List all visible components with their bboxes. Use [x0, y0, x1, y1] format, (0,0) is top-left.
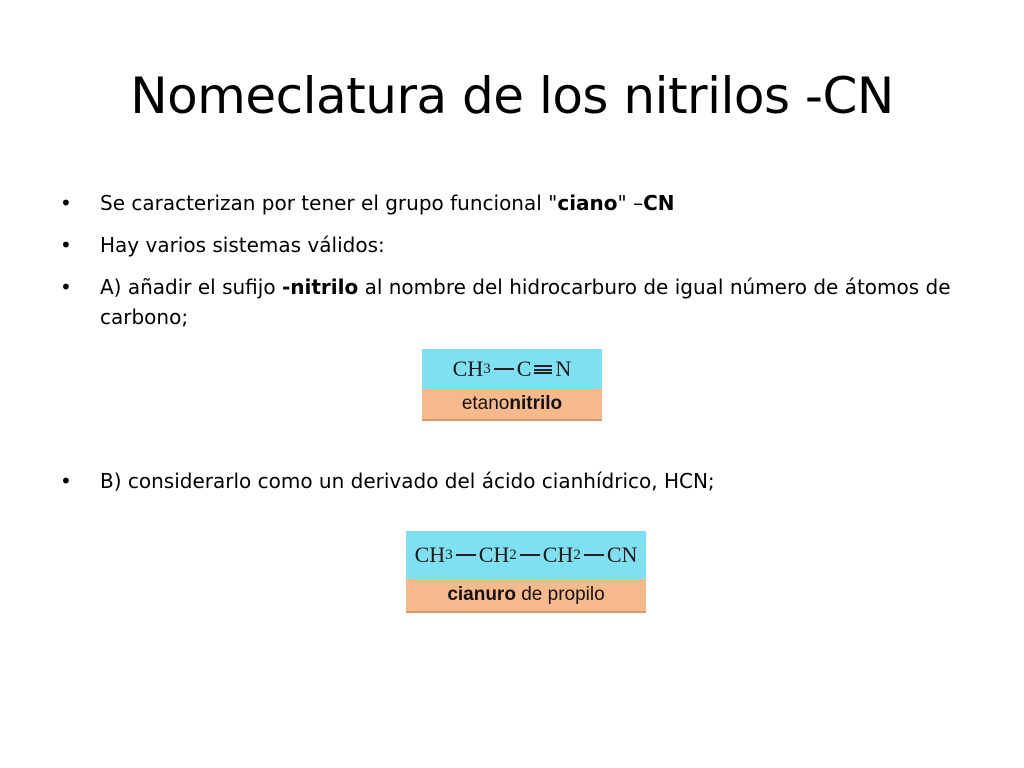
ethanenitrile-formula: [422, 349, 602, 389]
propyl-cyanide-name: [406, 579, 646, 613]
bullet-marker: •: [60, 275, 72, 299]
formula-subscript: 2: [509, 546, 517, 563]
name-prefix: etano: [461, 393, 510, 414]
slide-title: Nomeclatura de los nitrilos -CN: [130, 67, 894, 125]
formula-group: CH: [542, 542, 574, 567]
bullet-marker: •: [60, 191, 72, 215]
bullet-text: Hay varios sistemas válidos:: [100, 233, 385, 257]
triple-bond: [534, 365, 552, 374]
formula-group: CH: [414, 542, 446, 567]
bullet-text: B) considerarlo como un derivado del ácido cianhídrico, HCN;: [100, 469, 715, 493]
formula-atom: N: [555, 356, 572, 381]
name-suffix: de propilo: [515, 584, 605, 605]
formula-group: CN: [606, 542, 638, 567]
bullet-text: [100, 188, 970, 218]
name-suffix-bold: nitrilo: [509, 393, 563, 414]
bullet-marker: •: [60, 469, 72, 493]
propyl-cyanide-example: [406, 531, 646, 613]
single-bond: [584, 554, 604, 556]
formula-group: CH: [452, 356, 484, 381]
single-bond: [456, 554, 476, 556]
bold-term-nitrilo: -nitrilo: [281, 275, 359, 299]
text-run: A) añadir el sufijo: [100, 275, 282, 299]
single-bond: [520, 554, 540, 556]
text-run: al nombre del hidrocarburo de igual número de átomos de carbono;: [100, 275, 951, 329]
formula-atom: C: [516, 356, 532, 381]
text-run: Se caracterizan por tener el grupo funcional ": [100, 191, 558, 215]
single-bond: [494, 368, 514, 370]
bullet-text: [100, 272, 970, 332]
name-prefix-bold: cianuro: [447, 584, 516, 605]
bold-term-ciano: ciano: [557, 191, 618, 215]
ethanenitrile-example: [422, 349, 602, 421]
text-run: " –: [617, 191, 644, 215]
propyl-cyanide-formula: [406, 531, 646, 579]
formula-subscript: 2: [573, 546, 581, 563]
ethanenitrile-name: [422, 389, 602, 421]
formula-subscript: 3: [445, 546, 453, 563]
bold-term-cn: CN: [643, 191, 675, 215]
bullet-marker: •: [60, 233, 72, 257]
formula-subscript: 3: [483, 360, 491, 377]
formula-group: CH: [478, 542, 510, 567]
